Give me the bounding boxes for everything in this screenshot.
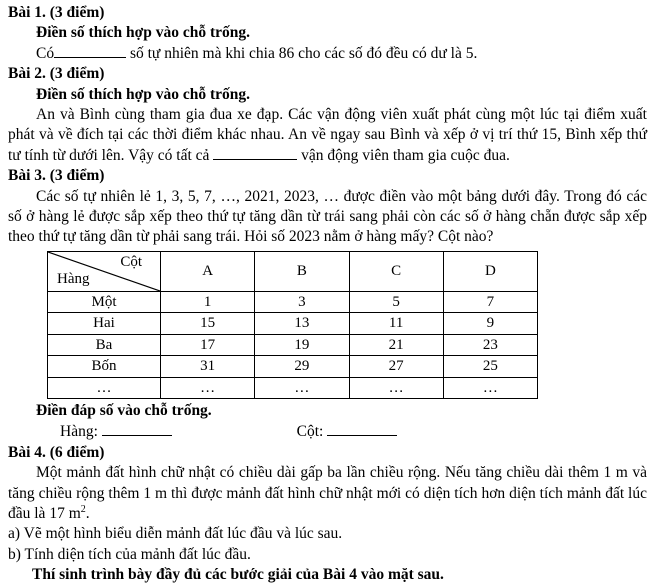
table-cell: 15: [161, 313, 255, 334]
table-cell: 7: [443, 291, 537, 312]
problem4-body-end: .: [85, 504, 90, 522]
table-cell: 11: [349, 313, 443, 334]
table-cell: …: [161, 377, 255, 398]
problem4-heading: Bài 4. (6 điểm): [8, 443, 105, 461]
problem2-body: [8, 105, 647, 166]
table-cell: 13: [255, 313, 349, 334]
problem3-answer-line: [8, 422, 647, 442]
problem1-instruction: Điền số thích hợp vào chỗ trống.: [36, 24, 250, 42]
table-cell: 25: [443, 356, 537, 377]
problem3-body: Các số tự nhiên lẻ 1, 3, 5, 7, …, 2021, 2023, … được điền vào một bảng dưới đây. Trong đó các số ở hàng lẻ được sắp xếp theo thứ tự tăng dần từ trái sang phải còn các số ở hàng chẵn được sắp xếp theo thứ tự tăng dần từ phải sang trái. Hỏi số 2023 nằm ở hàng mấy? Cột nào?: [8, 187, 647, 246]
area-superscript: 2: [80, 503, 86, 515]
table-cell: …: [255, 377, 349, 398]
answer-row-blank: [102, 423, 172, 436]
table-row: [48, 334, 538, 355]
table-row: [48, 356, 538, 377]
problem4-item-b: b) Tính diện tích của mảnh đất lúc đầu.: [8, 545, 251, 563]
table-row-label: Một: [48, 291, 161, 312]
table-cell: 29: [255, 356, 349, 377]
table-cell: 27: [349, 356, 443, 377]
number-table: [47, 251, 538, 399]
problem2-heading: Bài 2. (3 điểm): [8, 65, 105, 83]
problem1-body: [8, 44, 647, 64]
problem1-answer-suffix: số tự nhiên mà khi chia 86 cho các số đó đều có dư là 5.: [129, 44, 478, 62]
problem2-body-text: An và Bình cùng tham gia đua xe đạp. Các vận động viên xuất phát cùng một lúc tại điểm xuất phát và về đích tại các thời điểm khác nhau. An về ngay sau Bình và xếp ở vị trí thứ 15, Bình xếp thứ tư tính từ dưới lên. Vậy có tất cả: [8, 106, 647, 164]
problem4-item-a: a) Vẽ một hình biểu diễn mảnh đất lúc đầu và lúc sau.: [8, 525, 343, 543]
problem4-body: [8, 463, 647, 524]
table-cell: 5: [349, 291, 443, 312]
table-col-header-b: B: [255, 251, 349, 291]
table-cell: 9: [443, 313, 537, 334]
table-row: [48, 291, 538, 312]
answer-col-blank: [327, 423, 397, 436]
table-col-header-c: C: [349, 251, 443, 291]
problem1-heading: Bài 1. (3 điểm): [8, 4, 105, 21]
table-row-label: Bốn: [48, 356, 161, 377]
table-corner-col-label: Cột: [120, 253, 142, 270]
table-cell: 3: [255, 291, 349, 312]
table-col-header-a: A: [161, 251, 255, 291]
problem2-answer-blank: [213, 147, 297, 160]
table-cell: 1: [161, 291, 255, 312]
problem3-fill-instruction: Điền đáp số vào chỗ trống.: [36, 401, 212, 419]
table-cell: 21: [349, 334, 443, 355]
table-cell: 23: [443, 334, 537, 355]
problem1-answer-blank: [54, 45, 126, 58]
problem3-heading: Bài 3. (3 điểm): [8, 167, 105, 185]
table-cell: …: [349, 377, 443, 398]
table-cell: 19: [255, 334, 349, 355]
table-corner-cell: [48, 251, 161, 291]
table-corner-row-label: Hàng: [57, 271, 90, 288]
problem1-answer-prefix: Có: [36, 44, 55, 62]
table-row-label: …: [48, 377, 161, 398]
table-row-ellipsis: [48, 377, 538, 398]
table-cell: 31: [161, 356, 255, 377]
answer-row-label: Hàng:: [60, 423, 98, 441]
table-cell: 17: [161, 334, 255, 355]
problem2-body-suffix: vận động viên tham gia cuộc đua.: [301, 146, 510, 164]
answer-col-label: Cột:: [296, 423, 324, 441]
problem2-instruction: Điền số thích hợp vào chỗ trống.: [36, 85, 250, 103]
problem4-note: Thí sinh trình bày đầy đủ các bước giải của Bài 4 vào mặt sau.: [32, 566, 444, 584]
table-col-header-d: D: [443, 251, 537, 291]
table-row-label: Hai: [48, 313, 161, 334]
table-row: [48, 313, 538, 334]
table-row-label: Ba: [48, 334, 161, 355]
table-cell: …: [443, 377, 537, 398]
problem4-body-text: Một mảnh đất hình chữ nhật có chiều dài gấp ba lần chiều rộng. Nếu tăng chiều dài thêm 1 m và tăng chiều rộng thêm 1 m thì được mảnh đất hình chữ nhật mới có diện tích hơn diện tích mảnh đất lúc đầu là 17 m: [8, 464, 647, 522]
